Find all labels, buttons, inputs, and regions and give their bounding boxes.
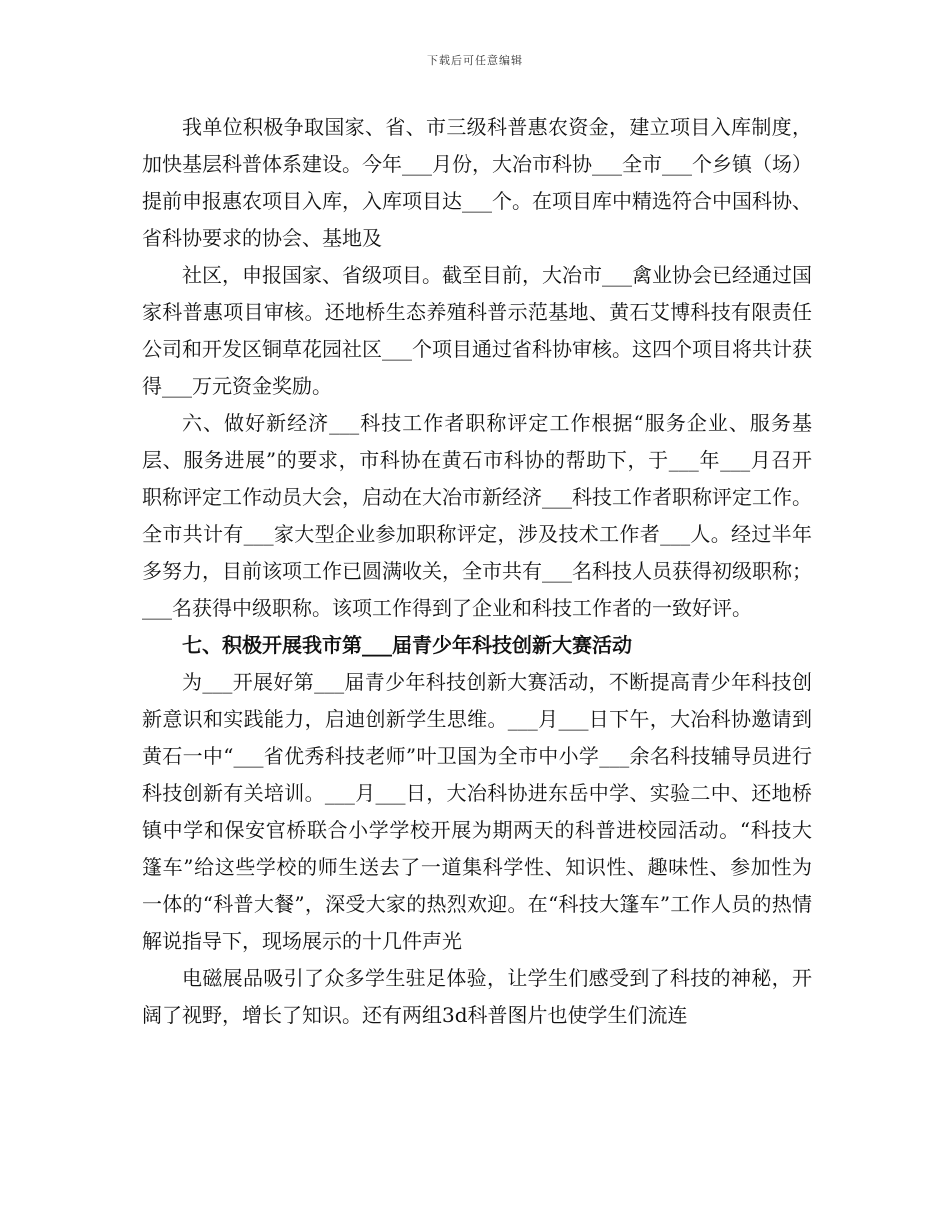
page-header: 下载后可任意编辑 [427,54,523,67]
paragraph-innovation-contest: 为___开展好第___届青少年科技创新大赛活动，不断提高青少年科技创新意识和实践能力，启迪创新学生思维。___月___日下午，大冶科协邀请到黄石一中“___省优秀科技老师”叶卫国为全市中小学___余名科技辅导员进行科技创新有关培训。___月___日，大冶科协进东岳中学、实验二中、还地桥镇中学和保安官桥联合小学学校开展为期两天的科普进校园活动。“科技大篷车”给这些学校的师生送去了一道集科学性、知识性、趣味性、参加性为一体的“科普大餐”，深受大家的热烈欢迎。在“科技大篷车”工作人员的热情解说指导下，现场展示的十几件声光 [142,670,812,953]
document-body [142,109,812,1034]
paragraph-project-funding: 我单位积极争取国家、省、市三级科普惠农资金，建立项目入库制度，加快基层科普体系建设。今年___月份，大冶市科协___全市___个乡镇（场）提前申报惠农项目入库，入库项目达___个。在项目库中精选符合中国科协、省科协要求的协会、基地及 [142,115,812,250]
paragraph-community-projects: 社区，申报国家、省级项目。截至目前，大冶市___禽业协会已经通过国家科普惠项目审核。还地桥生态养殖科普示范基地、黄石艾博科技有限责任公司和开发区铜草花园社区___个项目通过省科协审核。这四个项目将共计获得___万元资金奖励。 [142,263,812,398]
paragraph-exhibits: 电磁展品吸引了众多学生驻足体验，让学生们感受到了科技的神秘，开阔了视野，增长了知识。还有两组3d科普图片也使学生们流连 [142,966,812,1027]
section-heading-innovation-contest: 七、积极开展我市第___届青少年科技创新大赛活动 [182,633,632,657]
paragraph-title-evaluation: 六、做好新经济___科技工作者职称评定工作根据“服务企业、服务基层、服务进展”的要求，市科协在黄石市科协的帮助下，于___年___月召开职称评定工作动员大会，启动在大冶市新经济___科技工作者职称评定工作。全市共计有___家大型企业参加职称评定，涉及技术工作者___人。经过半年多努力，目前该项工作已圆满收关，全市共有___名科技人员获得初级职称；___名获得中级职称。该项工作得到了企业和科技工作者的一致好评。 [142,411,812,620]
